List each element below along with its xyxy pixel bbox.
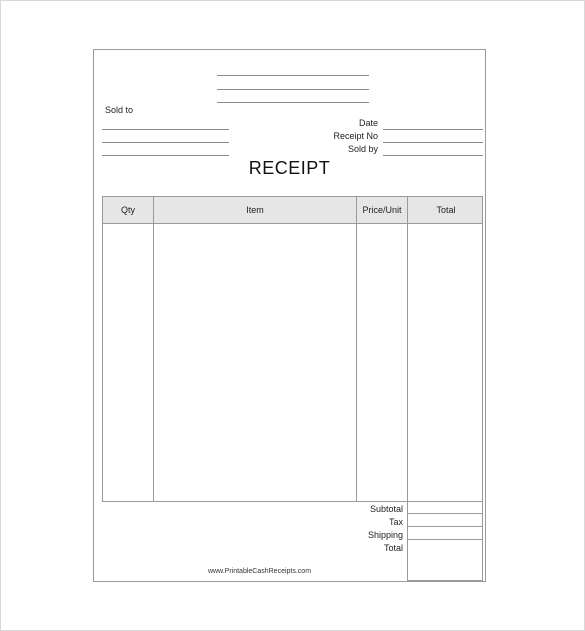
column-divider [153,197,154,501]
shipping-field[interactable] [408,539,482,540]
sold-by-label: Sold by [347,144,378,154]
receipt-no-field[interactable] [383,142,483,143]
date-field[interactable] [383,129,483,130]
company-line-1 [217,75,369,76]
subtotal-label: Subtotal [369,504,403,514]
items-table [102,196,483,502]
column-divider [407,197,408,501]
column-header-price-unit: Price/Unit [362,205,402,215]
column-header-item: Item [246,205,264,215]
tax-label: Tax [388,517,403,527]
total-label: Total [383,543,403,553]
receipt-no-label: Receipt No [333,131,378,141]
sold-to-line-2[interactable] [102,142,229,143]
sold-to-line-1[interactable] [102,129,229,130]
receipt-sheet [93,49,486,582]
column-header-total: Total [436,205,456,215]
receipt-title: RECEIPT [248,158,331,178]
sold-by-field[interactable] [383,155,483,156]
sold-to-line-3[interactable] [102,155,229,156]
column-header-qty: Qty [120,205,135,215]
sold-to-label: Sold to [105,105,134,115]
tax-field[interactable] [408,526,482,527]
column-divider [356,197,357,501]
shipping-label: Shipping [367,530,403,540]
company-line-3 [217,102,369,103]
subtotal-field[interactable] [408,513,482,514]
company-line-2 [217,89,369,90]
footer-website: www.PrintableCashReceipts.com [207,568,312,575]
date-label: Date [358,118,378,128]
